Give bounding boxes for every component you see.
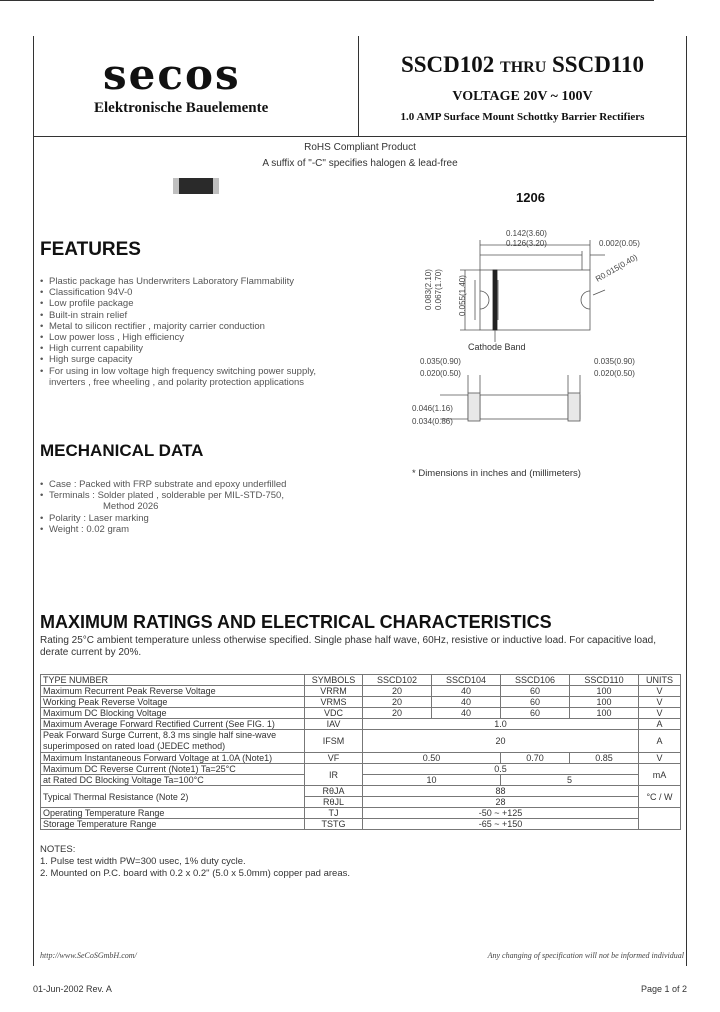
- frame-right-border: [686, 36, 687, 966]
- dimensions-note: * Dimensions in inches and (millimeters): [412, 468, 581, 479]
- list-item: • For using in low voltage high frequency switching power supply,: [40, 365, 317, 377]
- cathode-band-mark: [493, 270, 497, 330]
- part-from: SSCD102: [400, 52, 495, 77]
- chip-photo: [173, 178, 219, 194]
- table-row: Storage Temperature Range TSTG -65 ~ +150: [41, 819, 681, 830]
- list-item: • Low profile package: [40, 298, 134, 310]
- notes-section: [40, 844, 350, 880]
- table-row: Maximum Instantaneous Forward Voltage at 1.0A (Note1) VF 0.50 0.70 0.85 V: [41, 753, 681, 764]
- terminal-notch-right: [581, 291, 590, 309]
- table-row: at Rated DC Blocking Voltage Ta=100°C 10 5: [41, 775, 681, 786]
- part-to: SSCD110: [552, 52, 645, 77]
- features-heading: FEATURES: [40, 239, 141, 260]
- mechanical-heading: MECHANICAL DATA: [40, 441, 204, 460]
- list-item: • High current capability: [40, 343, 143, 355]
- list-item: Method 2026: [103, 501, 159, 513]
- list-item: • High surge capacity: [40, 354, 133, 366]
- dim-pad-left-min: 0.020(0.50): [420, 369, 461, 378]
- table-header-cell: SSCD106: [501, 675, 570, 686]
- dim-width-max: 0.083(2.10): [424, 269, 433, 310]
- frame-left-border: [33, 36, 34, 966]
- halogen-note: A suffix of "-C" specifies halogen & lead-free: [262, 158, 458, 169]
- list-item: • Metal to silicon rectifier , majority carrier conduction: [40, 320, 265, 332]
- notes-title: NOTES:: [40, 844, 76, 855]
- table-header-cell: SSCD102: [363, 675, 432, 686]
- list-item: • Low power loss , High efficiency: [40, 332, 184, 344]
- ratings-heading: MAXIMUM RATINGS AND ELECTRICAL CHARACTERISTICS: [40, 612, 552, 632]
- dim-pad-right-max: 0.035(0.90): [594, 357, 635, 366]
- dim-top-len-min: 0.126(3.20): [506, 239, 547, 248]
- table-header-row: [41, 675, 681, 686]
- list-item: • Plastic package has Underwriters Laboratory Flammability: [40, 276, 294, 287]
- table-row: Maximum Recurrent Peak Reverse Voltage VRRM 20 40 60 100 V: [41, 686, 681, 697]
- header-bottom-rule: [33, 136, 687, 137]
- footer-rule: [0, 0, 654, 1]
- part-number-title: [358, 52, 687, 78]
- revision-date: 01-Jun-2002 Rev. A: [33, 984, 112, 994]
- side-view-outline: [468, 395, 580, 419]
- table-header-cell: TYPE NUMBER: [41, 675, 305, 686]
- dim-pad-right-min: 0.020(0.50): [594, 369, 635, 378]
- dim-term-len: 0.002(0.05): [599, 239, 640, 248]
- website-link[interactable]: http://www.SeCoSGmbH.com/: [40, 951, 137, 960]
- company-name: Elektronische Bauelemente: [94, 100, 269, 116]
- voltage-range: VOLTAGE 20V ~ 100V: [452, 89, 593, 104]
- list-item: inverters , free wheeling , and polarity protection applications: [49, 376, 305, 388]
- dim-height-max: 0.046(1.16): [412, 404, 453, 413]
- dim-width-min: 0.067(1.70): [434, 269, 443, 310]
- list-item: • Case : Packed with FRP substrate and epoxy underfilled: [40, 479, 287, 490]
- ratings-table: [40, 674, 681, 830]
- table-row: Operating Temperature Range TJ -50 ~ +125: [41, 808, 681, 819]
- terminal-notch-left: [480, 291, 489, 309]
- dim-top-len-max: 0.142(3.60): [506, 229, 547, 238]
- package-code: 1206: [516, 190, 545, 205]
- table-header-cell: SSCD104: [432, 675, 501, 686]
- list-item: • Classification 94V-0: [40, 287, 133, 299]
- table-row: Maximum DC Reverse Current (Note1) Ta=25°C IR 0.5 mA: [41, 764, 681, 775]
- dim-band-width: 0.055(1.40): [458, 275, 467, 316]
- table-header-cell: SSCD110: [570, 675, 639, 686]
- list-item: • Terminals : Solder plated , solderable per MIL-STD-750,: [40, 490, 284, 502]
- list-item: • Weight : 0.02 gram: [40, 523, 130, 535]
- rohs-label: RoHS Compliant Product: [304, 142, 416, 153]
- chip-terminal-left: [173, 178, 179, 194]
- disclaimer: Any changing of specification will not be informed individual: [487, 951, 684, 960]
- table-header-cell: SYMBOLS: [305, 675, 363, 686]
- list-item: • Built-in strain relief: [40, 309, 128, 321]
- radius-leader: [593, 290, 605, 295]
- table-row: Maximum DC Blocking Voltage VDC 20 40 60 100 V: [41, 708, 681, 719]
- table-row: RθJL 28: [41, 797, 681, 808]
- cathode-band-label: Cathode Band: [468, 342, 526, 352]
- chip-terminal-right: [213, 178, 219, 194]
- dim-radius: R0.015(0.40): [594, 252, 639, 284]
- note-item: 1. Pulse test width PW=300 usec, 1% duty cycle.: [40, 856, 246, 867]
- page-number: Page 1 of 2: [640, 984, 687, 994]
- dim-pad-left-max: 0.035(0.90): [420, 357, 461, 366]
- note-item: 2. Mounted on P.C. board with 0.2 x 0.2" (5.0 x 5.0mm) copper pad areas.: [40, 868, 351, 879]
- product-description: 1.0 AMP Surface Mount Schottky Barrier Rectifiers: [400, 111, 645, 123]
- table-row: Peak Forward Surge Current, 8.3 ms single half sine-wave superimposed on rated load (JEDEC method) IFSM 20 A: [41, 730, 681, 753]
- thru-label: THRU: [500, 59, 547, 76]
- side-pad-right: [568, 393, 580, 421]
- table-row: Maximum Average Forward Rectified Current (See FIG. 1) IAV 1.0 A: [41, 719, 681, 730]
- list-item: • Polarity : Laser marking: [40, 512, 149, 524]
- dim-height-min: 0.034(0.86): [412, 417, 453, 426]
- mechanical-list: [40, 479, 286, 535]
- side-pad-left: [468, 393, 480, 421]
- company-logo: secos: [103, 50, 241, 99]
- table-header-cell: UNITS: [639, 675, 681, 686]
- features-list: [40, 276, 316, 388]
- table-row: Working Peak Reverse Voltage VRMS 20 40 60 100 V: [41, 697, 681, 708]
- table-row: Typical Thermal Resistance (Note 2) RθJA 88 °C / W: [41, 786, 681, 797]
- ratings-note: Rating 25°C ambient temperature unless otherwise specified. Single phase half wave, 60Hz, resistive or inductive load. For capacitive load, derate current by 20%.: [40, 635, 656, 658]
